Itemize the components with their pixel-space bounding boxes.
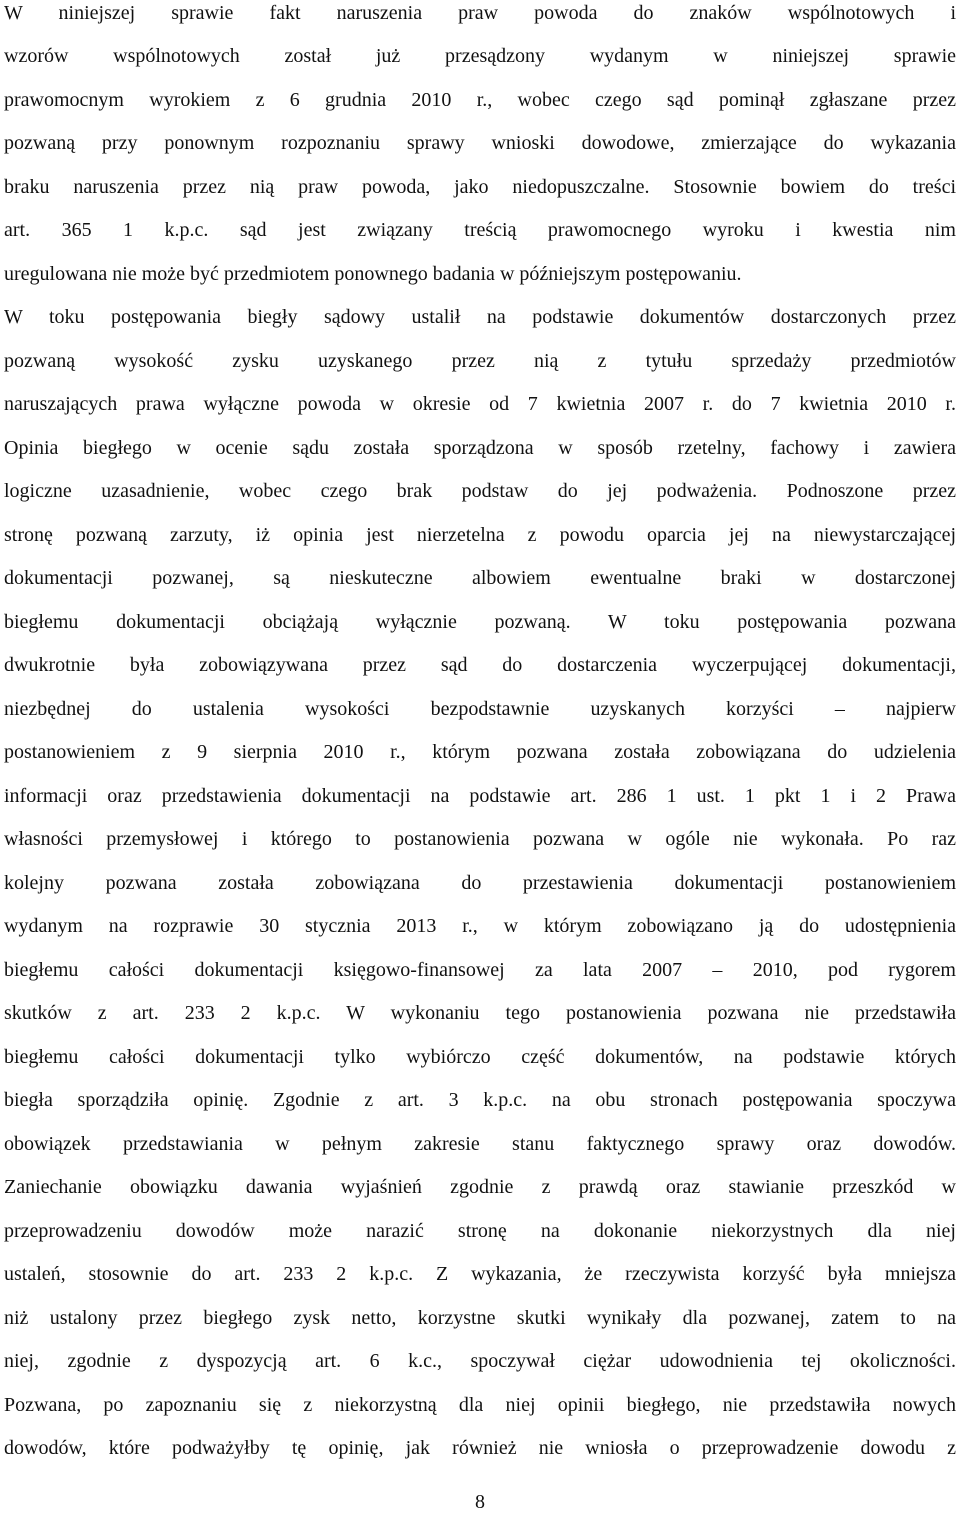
text-line: wzorów wspólnotowych został już przesądzony wydanym w niniejszej sprawie [4, 45, 956, 67]
text-line: Pozwana, po zapoznaniu się z niekorzystną dla niej opinii biegłego, nie przedstawiła nowych [4, 1394, 956, 1416]
text-line: przeprowadzeniu dowodów może narazić stronę na dokonanie niekorzystnych dla niej [4, 1220, 956, 1242]
text-line: kolejny pozwana została zobowiązana do przestawienia dokumentacji postanowieniem [4, 872, 956, 894]
text-line: biegłemu dokumentacji obciążają wyłącznie pozwaną. W toku postępowania pozwana [4, 611, 956, 633]
text-line: Zaniechanie obowiązku dawania wyjaśnień zgodnie z prawdą oraz stawianie przeszkód w [4, 1176, 956, 1198]
text-line: dwukrotnie była zobowiązywana przez sąd do dostarczenia wyczerpującej dokumentacji, [4, 654, 956, 676]
text-line: informacji oraz przedstawienia dokumentacji na podstawie art. 286 1 ust. 1 pkt 1 i 2 Prawa [4, 785, 956, 807]
text-line: skutków z art. 233 2 k.p.c. W wykonaniu tego postanowienia pozwana nie przedstawiła [4, 1002, 956, 1024]
text-line: uregulowana nie może być przedmiotem ponownego badania w późniejszym postępowaniu. [4, 263, 742, 285]
text-line: biegła sporządziła opinię. Zgodnie z art. 3 k.p.c. na obu stronach postępowania spoczywa [4, 1089, 956, 1111]
text-line: pozwaną wysokość zysku uzyskanego przez nią z tytułu sprzedaży przedmiotów [4, 350, 956, 372]
text-line: niezbędnej do ustalenia wysokości bezpodstawnie uzyskanych korzyści – najpierw [4, 698, 956, 720]
text-line: pozwaną przy ponownym rozpoznaniu sprawy wnioski dowodowe, zmierzające do wykazania [4, 132, 956, 154]
text-line: art. 365 1 k.p.c. sąd jest związany treścią prawomocnego wyroku i kwestia nim [4, 219, 956, 241]
text-line: własności przemysłowej i którego to postanowienia pozwana w ogóle nie wykonała. Po raz [4, 828, 956, 850]
text-line: braku naruszenia przez nią praw powoda, jako niedopuszczalne. Stosownie bowiem do treści [4, 176, 956, 198]
text-line: biegłemu całości dokumentacji księgowo-finansowej za lata 2007 – 2010, pod rygorem [4, 959, 956, 981]
text-line: naruszających prawa wyłączne powoda w okresie od 7 kwietnia 2007 r. do 7 kwietnia 2010 r. [4, 393, 956, 415]
page-number: 8 [475, 1491, 485, 1513]
text-line: postanowieniem z 9 sierpnia 2010 r., którym pozwana została zobowiązana do udzielenia [4, 741, 956, 763]
text-line: W niniejszej sprawie fakt naruszenia praw powoda do znaków wspólnotowych i [4, 2, 956, 24]
text-line: dokumentacji pozwanej, są nieskuteczne albowiem ewentualne braki w dostarczonej [4, 567, 956, 589]
text-line: niej, zgodnie z dyspozycją art. 6 k.c., spoczywał ciężar udowodnienia tej okoliczności. [4, 1350, 956, 1372]
text-line: ustaleń, stosownie do art. 233 2 k.p.c. Z wykazania, że rzeczywista korzyść była mniejsza [4, 1263, 956, 1285]
text-line: logiczne uzasadnienie, wobec czego brak podstaw do jej podważenia. Podnoszone przez [4, 480, 956, 502]
text-line: prawomocnym wyrokiem z 6 grudnia 2010 r., wobec czego sąd pominął zgłaszane przez [4, 89, 956, 111]
text-line: dowodów, które podważyłby tę opinię, jak również nie wniosła o przeprowadzenie dowodu z [4, 1437, 956, 1459]
text-line: stronę pozwaną zarzuty, iż opinia jest nierzetelna z powodu oparcia jej na niewystarczającej [4, 524, 956, 546]
text-line: obowiązek przedstawiania w pełnym zakresie stanu faktycznego sprawy oraz dowodów. [4, 1133, 956, 1155]
text-line: Opinia biegłego w ocenie sądu została sporządzona w sposób rzetelny, fachowy i zawiera [4, 437, 956, 459]
text-line: niż ustalony przez biegłego zysk netto, korzystne skutki wynikały dla pozwanej, zatem to na [4, 1307, 956, 1329]
text-line: W toku postępowania biegły sądowy ustalił na podstawie dokumentów dostarczonych przez [4, 306, 956, 328]
text-line: biegłemu całości dokumentacji tylko wybiórczo część dokumentów, na podstawie których [4, 1046, 956, 1068]
text-line: wydanym na rozprawie 30 stycznia 2013 r., w którym zobowiązano ją do udostępnienia [4, 915, 956, 937]
